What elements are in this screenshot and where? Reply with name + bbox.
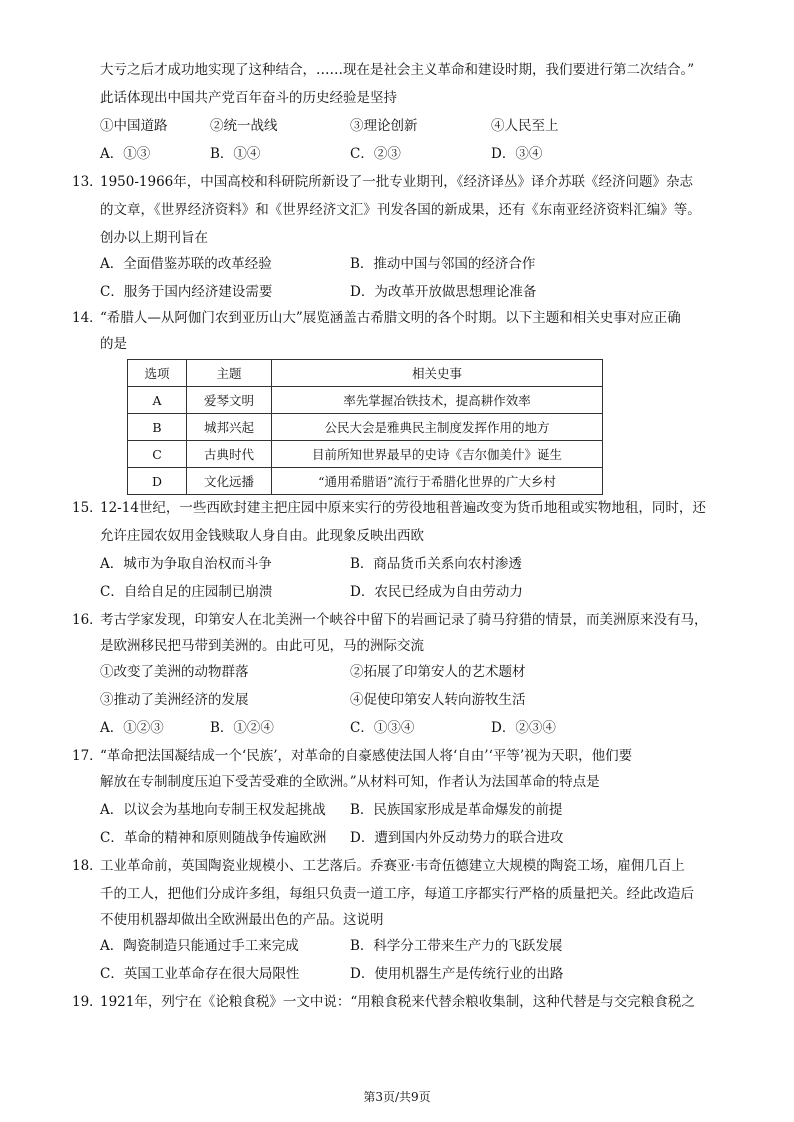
q16-item: ③推动了美洲经济的发展 [100,692,249,708]
table-cell: B [128,414,187,441]
q18-option-c: C．英国工业革命存在很大局限性 [100,966,300,982]
q16-item: ④促使印第安人转向游牧生活 [350,692,526,708]
q18-stem-line: 不使用机器却做出全欧洲最出色的产品。这说明 [100,912,384,928]
table-cell: “通用希腊语”流行于希腊化世界的广大乡村 [272,468,603,495]
table-row [128,414,603,441]
q15-option-c: C．自给自足的庄园制已崩溃 [100,584,273,600]
q17-option-b: B．民族国家形成是革命爆发的前提 [350,802,563,818]
table-cell: C [128,441,187,468]
q12-option-b: B．①④ [210,146,261,162]
q15-option-d: D．农民已经成为自由劳动力 [350,584,523,600]
q16-option-c: C．①③④ [350,720,415,736]
q12-item: ④人民至上 [491,118,559,134]
q17-option-a: A．以议会为基地向专制王权发起挑战 [100,802,326,818]
q18-stem-line: 工业革命前，英国陶瓷业规模小、工艺落后。乔赛亚·韦奇伍德建立大规模的陶瓷工场，雇佣几百上 [100,858,685,874]
q16-option-a: A．①②③ [100,720,164,736]
q15-number: 15． [72,500,103,516]
table-cell: 公民大会是雅典民主制度发挥作用的地方 [272,414,603,441]
q12-option-d: D．③④ [491,146,543,162]
q17-stem-line: 解放在专制制度压迫下受苦受难的全欧洲。”从材料可知，作者认为法国革命的特点是 [100,774,600,790]
q14-table [127,359,603,495]
q14-stem-line: “希腊人—从阿伽门农到亚历山大”展览涵盖古希腊文明的各个时期。以下主题和相关史事对应正确 [100,310,681,326]
table-header-cell: 主题 [187,360,272,387]
table-row [128,387,603,414]
table-cell: 爱琴文明 [187,387,272,414]
q19-stem-line: 1921年，列宁在《论粮食税》一文中说：“用粮食税来代替余粮收集制，这种代替是与交完粮食税之 [100,994,695,1010]
q15-option-a: A．城市为争取自治权而斗争 [100,556,272,572]
table-cell: 率先掌握冶铁技术，提高耕作效率 [272,387,603,414]
q17-option-c: C．革命的精神和原则随战争传遍欧洲 [100,830,327,846]
q12-item: ①中国道路 [100,118,168,134]
q13-option-d: D．为改革开放做思想理论准备 [350,284,537,300]
table-cell: 文化远播 [187,468,272,495]
table-header-cell: 选项 [128,360,187,387]
table-header-cell: 相关史事 [272,360,603,387]
q18-option-b: B．科学分工带来生产力的飞跃发展 [350,938,563,954]
q13-stem-line: 1950-1966年，中国高校和科研院所新设了一批专业期刊，《经济译丛》译介苏联《经济问题》杂志 [100,174,694,190]
q13-option-b: B．推动中国与邻国的经济合作 [350,256,536,272]
q16-number: 16． [72,612,103,628]
q13-stem-line: 创办以上期刊旨在 [100,230,208,246]
q15-stem-line: 允许庄园农奴用金钱赎取人身自由。此现象反映出西欧 [100,528,424,544]
q13-number: 13． [72,174,103,190]
q16-stem-line: 考古学家发现，印第安人在北美洲一个峡谷中留下的岩画记录了骑马狩猎的情景，而美洲原来没有马， [100,612,708,628]
q16-stem-line: 是欧洲移民把马带到美洲的。由此可见，马的洲际交流 [100,638,424,654]
q13-option-c: C．服务于国内经济建设需要 [100,284,273,300]
q13-stem-line: 的文章，《世界经济资料》和《世界经济文汇》刊发各国的新成果，还有《东南亚经济资料汇编》等。 [100,202,701,218]
q16-item: ①改变了美洲的动物群落 [100,664,249,680]
table-row [128,441,603,468]
q17-option-d: D．遭到国内外反动势力的联合进攻 [350,830,564,846]
q12-option-c: C．②③ [350,146,401,162]
q18-number: 18． [72,858,103,874]
q18-option-d: D．使用机器生产是传统行业的出路 [350,966,564,982]
q12-item: ③理论创新 [350,118,418,134]
q14-stem-line: 的是 [100,336,127,352]
q17-number: 17． [72,748,103,764]
table-header-row [128,360,603,387]
table-cell: 城邦兴起 [187,414,272,441]
q19-number: 19． [72,994,103,1010]
q17-stem-line: “革命把法国凝结成一个‘民族’，对革命的自豪感使法国人将‘自由’‘平等’视为天职，他们要 [100,748,633,764]
q15-stem-line: 12-14世纪，一些西欧封建主把庄园中原来实行的劳役地租普遍改变为货币地租或实物地租，同时，还 [100,500,706,516]
table-cell: 古典时代 [187,441,272,468]
q13-option-a: A．全面借鉴苏联的改革经验 [100,256,272,272]
q16-option-d: D．②③④ [491,720,556,736]
table-row [128,468,603,495]
q18-option-a: A．陶瓷制造只能通过手工来完成 [100,938,299,954]
table-cell: A [128,387,187,414]
q16-option-b: B．①②④ [210,720,274,736]
q18-stem-line: 千的工人，把他们分成许多组，每组只负责一道工序，每道工序都实行严格的质量把关。经此改造后 [100,886,694,902]
q12-stem-line: 此话体现出中国共产党百年奋斗的历史经验是坚持 [100,90,397,106]
q12-item: ②统一战线 [210,118,278,134]
q12-option-a: A．①③ [100,146,151,162]
q15-option-b: B．商品货币关系向农村渗透 [350,556,522,572]
page-number-footer: 第3页/共9页 [363,1090,431,1104]
table-cell: 目前所知世界最早的史诗《吉尔伽美什》诞生 [272,441,603,468]
q12-stem-line: 大亏之后才成功地实现了这种结合，……现在是社会主义革命和建设时期，我们要进行第二次结合。” [100,62,695,78]
q16-item: ②拓展了印第安人的艺术题材 [350,664,526,680]
table-cell: D [128,468,187,495]
q14-number: 14． [72,310,103,326]
